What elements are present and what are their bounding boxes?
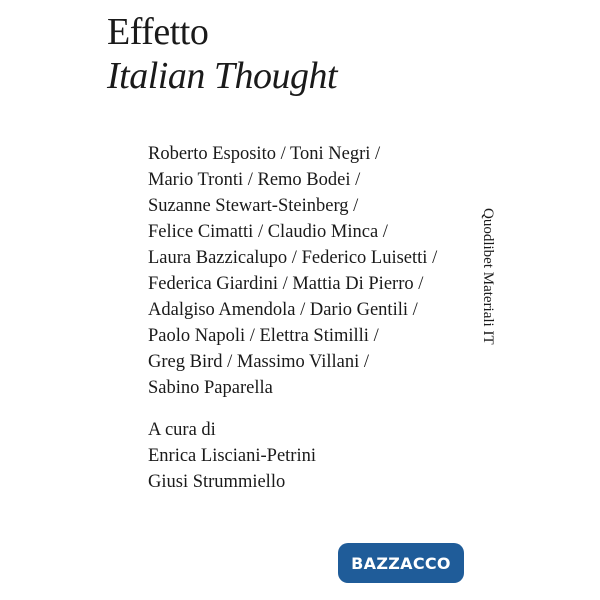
authors-line: Federica Giardini / Mattia Di Pierro / xyxy=(148,274,424,294)
series-label: Quodlibet Materiali IT xyxy=(480,208,496,345)
authors-line: Felice Cimatti / Claudio Minca / xyxy=(148,222,388,242)
cover-title-block xyxy=(107,10,337,98)
authors-line: Greg Bird / Massimo Villani / xyxy=(148,352,370,372)
editor-name: Giusi Strummiello xyxy=(148,472,286,492)
editor-name: Enrica Lisciani-Petrini xyxy=(148,446,316,466)
bazzacco-badge[interactable] xyxy=(338,543,464,583)
authors-line: Suzanne Stewart-Steinberg / xyxy=(148,196,359,216)
authors-list xyxy=(148,141,478,401)
authors-line: Sabino Paparella xyxy=(148,378,273,398)
authors-line: Mario Tronti / Remo Bodei / xyxy=(148,170,361,190)
authors-line: Adalgiso Amendola / Dario Gentili / xyxy=(148,300,418,320)
authors-line: Paolo Napoli / Elettra Stimilli / xyxy=(148,326,379,346)
editors-intro: A cura di xyxy=(148,420,216,440)
badge-label: BAZZACCO xyxy=(351,553,451,573)
cover-subtitle: Italian Thought xyxy=(107,55,338,97)
authors-line: Laura Bazzicalupo / Federico Luisetti / xyxy=(148,248,438,268)
cover-title: Effetto xyxy=(107,11,209,53)
editors-block xyxy=(148,417,316,495)
authors-line: Roberto Esposito / Toni Negri / xyxy=(148,144,381,164)
